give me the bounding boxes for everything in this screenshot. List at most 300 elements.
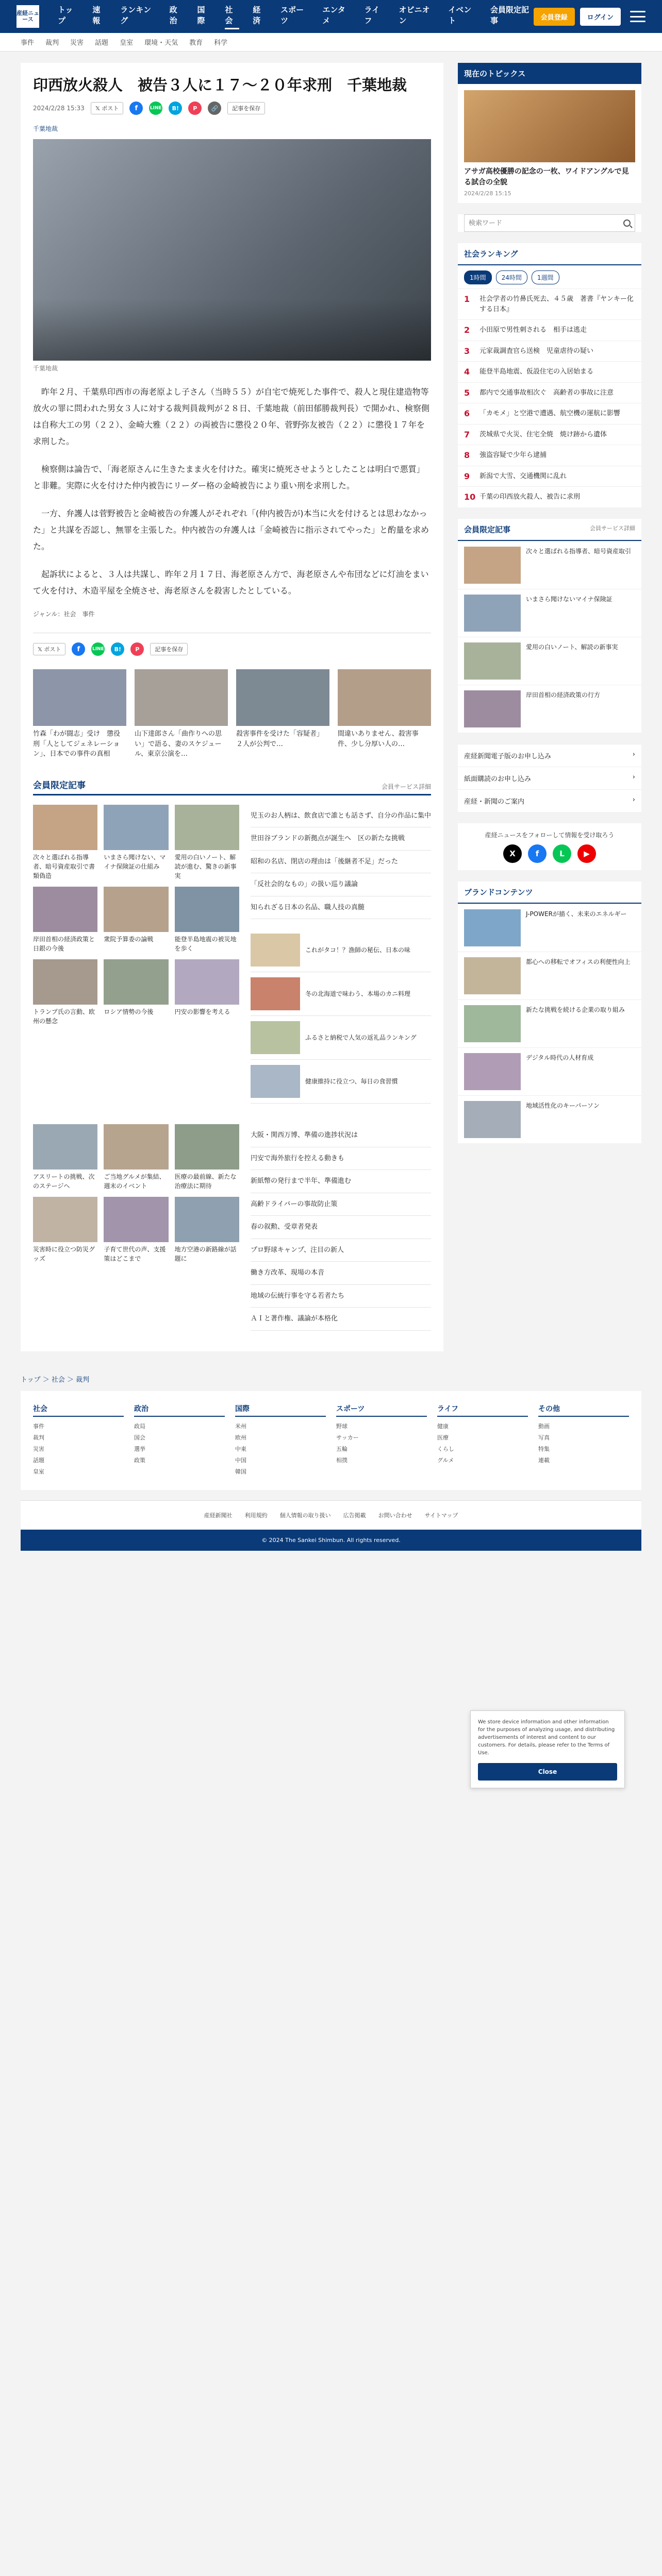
thumbnail xyxy=(175,1197,239,1242)
card-title: 次々と選ばれる指導者、暗号資産取引で書類偽造 xyxy=(33,853,95,879)
thumbnail xyxy=(251,1065,300,1098)
subnav-item[interactable]: 科学 xyxy=(214,39,228,47)
footer-link[interactable]: 写真 xyxy=(538,1434,550,1441)
photo-caption: 千葉地裁 xyxy=(33,365,58,372)
follow-panel xyxy=(458,823,641,870)
thumbnail xyxy=(251,977,300,1010)
section-heading: 会員限定記事 xyxy=(33,780,86,791)
pocket-icon[interactable]: P xyxy=(188,101,202,115)
footer-link[interactable]: 中東 xyxy=(235,1445,246,1452)
ranking-box xyxy=(458,243,641,507)
ranking-item[interactable] xyxy=(458,445,641,466)
list-item[interactable]: 世田谷ブランドの新拠点が誕生へ 区の新たな挑戦 xyxy=(251,827,431,851)
member-card[interactable] xyxy=(104,959,168,1026)
subnav-item[interactable]: 事件 xyxy=(21,39,35,47)
more-card[interactable] xyxy=(33,1197,97,1263)
paragraph: 昨年２月、千葉県印西市の海老原よし子さん（当時５５）が自宅で焼死した事件で、殺人と現住建造物等放火の罪に問われた男女３人に対する裁判員裁判が２８日、千葉地裁（前田郁勝裁判長）で開かれ、検察側は自称大工の男（２２）、金崎大雅（２２）の両被告に懲役２０年、菅野弥友被告（２２）に懲役１７年を求刑した。 xyxy=(33,387,429,447)
nav-ranking[interactable]: ランキング xyxy=(120,5,152,25)
tab-1w[interactable]: 1週間 xyxy=(532,270,559,284)
line-icon[interactable]: LINE xyxy=(149,101,162,115)
footer-column xyxy=(134,1403,225,1478)
card-title: 愛用の白いノート、解読が進む、驚きの新事実 xyxy=(174,853,237,879)
footer-link[interactable]: くらし xyxy=(437,1445,454,1452)
main-column xyxy=(21,63,443,1351)
thumbnail xyxy=(251,1021,300,1054)
card-title: 間違いありません、殺害事件、少し分厚い人の… xyxy=(338,730,419,748)
save-article-button[interactable]: 記事を保存 xyxy=(227,102,265,114)
card-title: アスリートの挑戦、次のステージへ xyxy=(33,1173,95,1190)
nav-entertainment[interactable]: エンタメ xyxy=(322,5,345,25)
footer-bottom-link[interactable]: 利用規約 xyxy=(244,1512,268,1519)
thumbnail xyxy=(175,887,239,932)
copy-link-icon[interactable]: 🔗 xyxy=(208,101,221,115)
rank-number: 6 xyxy=(464,409,470,418)
facebook-icon[interactable]: f xyxy=(72,642,85,656)
hamburger-menu-icon[interactable] xyxy=(630,11,646,22)
page-wrap xyxy=(0,52,662,1351)
card-title: 地域活性化のキーパーソン xyxy=(526,1101,600,1109)
chevron-right-icon: › xyxy=(632,750,635,758)
card-title: 岸田首相の経済政策の行方 xyxy=(526,691,601,699)
rank-title: 社会学者の竹鼻氏死去、４５歳 著書『ヤンキー化する日本』 xyxy=(479,295,634,313)
footer-link[interactable]: 災害 xyxy=(33,1445,44,1452)
thumbnail xyxy=(33,669,126,726)
link-list xyxy=(458,744,641,812)
related-card[interactable] xyxy=(338,669,431,759)
rank-title: 千葉の印西放火殺人、被告に求刑 xyxy=(479,493,581,501)
footer-link[interactable]: 米州 xyxy=(235,1422,246,1430)
special-card[interactable] xyxy=(458,84,641,203)
footer-bottom-links xyxy=(21,1511,641,1519)
footer-column-title[interactable]: 国際 xyxy=(235,1403,326,1417)
link-item[interactable] xyxy=(458,789,641,812)
footer-column-title[interactable]: 政治 xyxy=(134,1403,225,1417)
list-item[interactable]: ＡＩと著作権、議論が本格化 xyxy=(251,1308,431,1331)
footer-link[interactable]: 選挙 xyxy=(134,1445,145,1452)
thumbnail xyxy=(236,669,329,726)
side-member-box xyxy=(458,519,641,733)
card-title: ご当地グルメが集結、週末のイベント xyxy=(104,1173,166,1190)
footer-bottom-link[interactable]: 産経新聞社 xyxy=(204,1512,233,1519)
card-title: トランプ氏の言動、欧州の懸念 xyxy=(33,1008,95,1025)
list-item[interactable]: 地域の伝統行事を守る若者たち xyxy=(251,1285,431,1308)
related-articles xyxy=(33,669,431,759)
card-title: 衆院予算委の論戦 xyxy=(104,935,154,943)
footer-column-title[interactable]: その他 xyxy=(538,1403,629,1417)
chevron-right-icon: › xyxy=(632,795,635,804)
article-body xyxy=(33,384,431,599)
list-item[interactable]: 児玉のお人柄は、飲食店で誰とも話さず、自分の作品に集中 xyxy=(251,805,431,828)
heading-text: 会員限定記事 xyxy=(464,524,511,534)
card-title: 子育て世代の声、支援策はどこまで xyxy=(104,1246,166,1263)
footer-column xyxy=(336,1403,427,1478)
footer-link[interactable]: 医療 xyxy=(437,1434,449,1441)
more-card[interactable] xyxy=(175,1197,239,1263)
thumbnail xyxy=(104,805,168,850)
brand-heading: ブランドコンテンツ xyxy=(458,882,641,904)
thumbnail xyxy=(104,1124,168,1170)
member-card[interactable] xyxy=(175,887,239,953)
subnav-item[interactable]: 災害 xyxy=(70,39,84,47)
line-icon[interactable]: L xyxy=(553,844,571,863)
pr-block xyxy=(251,928,431,1104)
card-title: 能登半島地震の被災地を歩く xyxy=(174,935,237,952)
footer-link[interactable]: 動画 xyxy=(538,1422,550,1430)
ranking-item[interactable] xyxy=(458,486,641,507)
ranking-item[interactable] xyxy=(458,424,641,445)
list-item[interactable]: 昭和の名店、閉店の理由は「後継者不足」だった xyxy=(251,851,431,874)
footer-links xyxy=(21,1391,641,1490)
nav-sports[interactable]: スポーツ xyxy=(280,5,304,25)
sidebar xyxy=(458,63,641,1351)
ranking-list xyxy=(458,289,641,507)
member-register-button[interactable]: 会員登録 xyxy=(534,8,575,26)
link-text: 産経・新聞のご案内 xyxy=(464,798,525,806)
side-member-heading xyxy=(458,519,641,541)
ranking-heading: 社会ランキング xyxy=(458,243,641,265)
pr-item[interactable] xyxy=(251,1016,431,1060)
footer-column xyxy=(235,1403,326,1478)
pr-title: ふるさと納税で人気の返礼品ランキング xyxy=(305,1034,417,1042)
footer-bottom-link[interactable]: 広告掲載 xyxy=(343,1512,366,1519)
brand-box xyxy=(458,882,641,1143)
subnav-item[interactable]: 裁判 xyxy=(45,39,59,47)
related-card[interactable] xyxy=(135,669,228,759)
card-title: 医療の最前線、新たな治療法に期待 xyxy=(174,1173,237,1190)
member-list-col xyxy=(251,805,431,1104)
card-title: 山下達郎さん「曲作りへの思い」で語る、妻のスケジュール、東京公演を… xyxy=(135,730,222,758)
brand-card[interactable] xyxy=(458,999,641,1047)
side-member-card[interactable] xyxy=(458,589,641,637)
rank-title: 新潟で大雪、交通機関に乱れ xyxy=(479,472,567,480)
footer-link[interactable]: 国会 xyxy=(134,1434,145,1441)
card-title: 岸田首相の経済政策と日銀の今後 xyxy=(33,935,95,952)
special-date: 2024/2/28 15:15 xyxy=(464,190,511,197)
ranking-item[interactable] xyxy=(458,403,641,424)
paragraph: 検察側は論告で、「海老原さんに生きたまま火を付けた。確実に焼死させようとしたことは明白で悪質」と非難。実際に火を付けた仲内被告にリーダー格の金崎被告により重い刑を求刑した。 xyxy=(33,464,425,491)
thumbnail xyxy=(104,959,168,1005)
thumbnail xyxy=(464,595,521,632)
search-box xyxy=(458,214,641,232)
more-grid xyxy=(33,1124,239,1263)
special-heading: 現在のトピックス xyxy=(458,63,641,84)
rank-title: 茨城県で火災、住宅全焼 焼け跡から遺体 xyxy=(479,430,607,438)
card-title: 新たな挑戦を続ける企業の取り組み xyxy=(526,1006,625,1013)
pr-item[interactable] xyxy=(251,1060,431,1104)
paragraph: 一方、弁護人は菅野被告と金崎被告の弁護人がそれぞれ「(仲内被告が)本当に火を付けるとは思わなかった」と共謀を否認し、無罪を主張した。仲内被告の弁護人は「金崎被告に指示されてやった」と酌量を求めた。 xyxy=(33,509,429,552)
member-grid-col xyxy=(33,805,239,1104)
member-card[interactable] xyxy=(104,805,168,880)
subnav-item[interactable]: 皇室 xyxy=(120,39,134,47)
footer-bottom-link[interactable]: 個人情報の取り扱い xyxy=(279,1512,331,1519)
card-title: 愛用の白いノート、解読の新事実 xyxy=(526,643,618,651)
subnav-item[interactable]: 環境・天気 xyxy=(144,39,178,47)
card-title: いまさら聞けないマイナ保険証 xyxy=(526,595,613,603)
copyright: © 2024 The Sankei Shimbun. All rights reserved. xyxy=(21,1530,641,1551)
link-text: 産経新聞電子版のお申し込み xyxy=(464,752,552,760)
subnav-item[interactable]: 教育 xyxy=(189,39,203,47)
rank-title: 都内で交通事故相次ぐ 高齢者の事故に注意 xyxy=(479,388,614,397)
member-card[interactable] xyxy=(175,959,239,1026)
footer-breadcrumb[interactable]: トップ ＞ 社会 ＞ 裁判 xyxy=(21,1376,90,1384)
article-meta xyxy=(33,101,431,115)
thumbnail xyxy=(33,887,97,932)
rank-number: 5 xyxy=(464,387,470,398)
facebook-icon[interactable]: f xyxy=(129,101,143,115)
ranking-item[interactable] xyxy=(458,382,641,403)
nav-society[interactable]: 社会 xyxy=(225,4,239,29)
cookie-close-button[interactable]: Close xyxy=(478,1763,617,1781)
link-text: 紙面購読のお申し込み xyxy=(464,775,532,783)
article-title: 印西放火殺人 被告３人に１７～２０年求刑 千葉地裁 xyxy=(33,76,407,94)
thumbnail xyxy=(104,887,168,932)
side-member-card[interactable] xyxy=(458,685,641,733)
subnav-item[interactable]: 話題 xyxy=(95,39,109,47)
thumbnail xyxy=(175,805,239,850)
rank-number: 1 xyxy=(464,294,470,304)
footer-link[interactable]: 野球 xyxy=(336,1422,347,1430)
list-item[interactable]: 「反社会的なもの」の扱い巡り議論 xyxy=(251,873,431,896)
rank-title: 強盗容疑で少年ら逮捕 xyxy=(479,451,547,459)
card-title: いまさら聞けない、マイナ保険証の仕組み xyxy=(104,853,166,870)
brand-card[interactable] xyxy=(458,1095,641,1143)
ranking-item[interactable] xyxy=(458,466,641,487)
pr-item[interactable] xyxy=(251,972,431,1016)
footer-bottom xyxy=(21,1500,641,1551)
list-item[interactable]: プロ野球キャンプ、注目の新人 xyxy=(251,1239,431,1262)
search-bar xyxy=(464,214,635,232)
nav-life[interactable]: ライフ xyxy=(364,5,380,25)
card-title: ロシア情勢の今後 xyxy=(104,1008,154,1015)
more-section xyxy=(33,1124,431,1331)
footer-column-title[interactable]: スポーツ xyxy=(336,1403,427,1417)
list-item[interactable]: 大阪・関西万博、準備の進捗状況は xyxy=(251,1124,431,1147)
nav-top[interactable]: トップ xyxy=(58,5,73,25)
post-button-bottom[interactable]: 𝕏 ポスト xyxy=(33,643,65,655)
follow-text: 産経ニュースをフォローして情報を受け取ろう xyxy=(485,831,615,839)
pr-item[interactable] xyxy=(251,928,431,972)
member-section-title xyxy=(33,778,431,795)
search-icon[interactable] xyxy=(623,219,631,227)
thumbnail xyxy=(33,1197,97,1242)
cookie-text: We store device information and other information for the purposes of analyzing usage, and distributing advertisements of interest and content to our customers. For details, please refer to the Terms of Use. xyxy=(478,1719,615,1756)
brand-card[interactable] xyxy=(458,1047,641,1095)
link-item[interactable] xyxy=(458,767,641,789)
ranking-item[interactable] xyxy=(458,341,641,362)
article-genre: ジャンル：社会 事件 xyxy=(33,611,95,618)
list-item[interactable]: 円安で海外旅行を控える動きも xyxy=(251,1147,431,1171)
card-title: 円安の影響を考える xyxy=(174,1008,230,1015)
sub-nav xyxy=(0,33,662,52)
hatena-bookmark-icon[interactable]: B! xyxy=(169,101,182,115)
pr-title: 健康維持に役立つ、毎日の食習慣 xyxy=(305,1078,398,1086)
thumbnail xyxy=(33,1124,97,1170)
side-member-card[interactable] xyxy=(458,637,641,685)
article-date: 2024/2/28 15:33 xyxy=(33,105,85,112)
rank-number: 10 xyxy=(464,492,476,502)
card-title: J-POWERが描く、未来のエネルギー xyxy=(526,910,627,918)
login-button[interactable]: ログイン xyxy=(580,8,621,26)
more-list xyxy=(251,1124,431,1331)
footer-bottom-link[interactable]: サイトマップ xyxy=(424,1512,458,1519)
post-label: ポスト xyxy=(44,646,61,653)
nav-opinion[interactable]: オピニオン xyxy=(399,5,430,25)
facebook-icon[interactable]: f xyxy=(528,844,547,863)
nav-event[interactable]: イベント xyxy=(448,5,472,25)
paragraph: 起訴状によると、３人は共謀し、昨年２月１７日、海老原さん方で、海老原さんや布団などに灯油をまいて火を付け、木造平屋を全焼させ、海老原さんを殺害したとしている。 xyxy=(33,569,429,596)
special-title: アサガ高校優勝の記念の一枚、ワイドアングルで見る試合の全貌 xyxy=(464,167,629,187)
footer-column xyxy=(538,1403,629,1478)
nav-politics[interactable]: 政治 xyxy=(169,5,177,25)
member-list xyxy=(251,805,431,920)
post-label: ポスト xyxy=(102,105,119,112)
pr-title: 冬の北海道で味わう、本場のカニ料理 xyxy=(305,990,411,998)
chevron-right-icon: › xyxy=(632,773,635,781)
rank-number: 3 xyxy=(464,346,470,356)
subscribe-links xyxy=(458,744,641,812)
more-link[interactable]: 会員サービス詳細 xyxy=(381,783,431,790)
nav-world[interactable]: 国際 xyxy=(197,5,205,25)
side-member-card[interactable] xyxy=(458,541,641,589)
more-grid-col xyxy=(33,1124,239,1331)
ranking-tabs xyxy=(458,265,641,289)
thumbnail xyxy=(464,957,521,994)
header-actions xyxy=(534,8,646,26)
hatena-bookmark-icon[interactable]: B! xyxy=(111,642,124,656)
footer-link[interactable]: 健康 xyxy=(437,1422,449,1430)
special-box xyxy=(458,63,641,203)
card-title: 都心への移転でオフィスの利便性向上 xyxy=(526,958,631,965)
footer-link[interactable]: 裁判 xyxy=(33,1434,44,1441)
ranking-item[interactable] xyxy=(458,289,641,319)
thumbnail xyxy=(135,669,228,726)
more-list-col xyxy=(251,1124,431,1331)
footer-link[interactable]: 欧州 xyxy=(235,1434,246,1441)
related-card[interactable] xyxy=(33,669,126,759)
thumbnail xyxy=(175,959,239,1005)
member-card[interactable] xyxy=(33,805,97,880)
member-card[interactable] xyxy=(33,887,97,953)
more-card[interactable] xyxy=(104,1197,168,1263)
more-card[interactable] xyxy=(33,1124,97,1191)
footer-link[interactable]: 皇室 xyxy=(33,1468,44,1475)
footer-column-title[interactable]: ライフ xyxy=(437,1403,528,1417)
post-button[interactable]: 𝕏 ポスト xyxy=(91,102,123,114)
footer-link[interactable]: 相撲 xyxy=(336,1456,347,1464)
link-item[interactable] xyxy=(458,744,641,767)
site-header xyxy=(0,0,662,33)
rank-number: 8 xyxy=(464,450,470,460)
list-item[interactable]: 高齢ドライバーの事故防止策 xyxy=(251,1193,431,1216)
card-title: デジタル時代の人材育成 xyxy=(526,1054,594,1061)
ranking-item[interactable] xyxy=(458,319,641,341)
article-tag[interactable]: 千葉地裁 xyxy=(33,125,58,133)
thumbnail xyxy=(464,909,521,946)
nav-member-articles[interactable]: 会員限定記事 xyxy=(490,5,529,25)
thumbnail xyxy=(33,805,97,850)
card-title: 竹森「わが闘志」受け 懲役刑「人としてジェネレーション」、日本での事件の真相 xyxy=(33,730,121,758)
rank-number: 2 xyxy=(464,325,470,335)
list-item[interactable]: 知られざる日本の名品、職人技の真髄 xyxy=(251,896,431,920)
footer-link[interactable]: 事件 xyxy=(33,1422,44,1430)
nav-breaking[interactable]: 速報 xyxy=(92,5,101,25)
tab-24h[interactable]: 24時間 xyxy=(496,270,527,284)
follow-box xyxy=(458,823,641,870)
list-item[interactable]: 働き方改革、現場の本音 xyxy=(251,1262,431,1285)
thumbnail xyxy=(464,1005,521,1042)
member-card[interactable] xyxy=(104,887,168,953)
more-card[interactable] xyxy=(175,1124,239,1191)
footer-link[interactable]: 政局 xyxy=(134,1422,145,1430)
brand-card[interactable] xyxy=(458,904,641,952)
thumbnail xyxy=(338,669,431,726)
thumbnail xyxy=(104,1197,168,1242)
rank-title: 元家裁調査官ら送検 児童虐待の疑い xyxy=(479,347,594,355)
line-icon[interactable]: LINE xyxy=(91,642,105,656)
card-title: 地方空港の新路線が話題に xyxy=(174,1246,237,1263)
footer-link[interactable]: 政策 xyxy=(134,1456,145,1464)
footer-column xyxy=(437,1403,528,1478)
list-item[interactable]: 新紙幣の発行まで半年、準備進む xyxy=(251,1170,431,1193)
related-card[interactable] xyxy=(236,669,329,759)
member-section xyxy=(33,805,431,1104)
thumbnail xyxy=(464,642,521,680)
footer-link[interactable]: サッカー xyxy=(336,1434,359,1441)
rank-title: 能登半島地震、仮設住宅の入居始まる xyxy=(479,368,594,376)
footer-link[interactable]: 連載 xyxy=(538,1456,550,1464)
footer-column-title[interactable]: 社会 xyxy=(33,1403,124,1417)
hero-photo xyxy=(33,139,431,361)
pocket-icon[interactable]: P xyxy=(130,642,144,656)
search-input[interactable] xyxy=(469,219,619,227)
rank-number: 9 xyxy=(464,471,470,481)
brand-card[interactable] xyxy=(458,952,641,999)
special-thumbnail xyxy=(464,90,635,162)
list-item[interactable]: 春の叙勲、受章者発表 xyxy=(251,1216,431,1239)
footer-link[interactable]: 話題 xyxy=(33,1456,44,1464)
footer-link[interactable]: 特集 xyxy=(538,1445,550,1452)
thumbnail xyxy=(464,1101,521,1138)
youtube-icon[interactable]: ▶ xyxy=(577,844,596,863)
footer-link[interactable]: 韓国 xyxy=(235,1468,246,1475)
x-icon[interactable]: X xyxy=(503,844,522,863)
ranking-item[interactable] xyxy=(458,361,641,382)
save-article-button-bottom[interactable]: 記事を保存 xyxy=(150,643,188,655)
card-title: 災害時に役立つ防災グッズ xyxy=(33,1246,95,1263)
thumbnail xyxy=(464,1053,521,1090)
member-card[interactable] xyxy=(175,805,239,880)
rank-number: 7 xyxy=(464,429,470,439)
more-card[interactable] xyxy=(104,1124,168,1191)
nav-economy[interactable]: 経済 xyxy=(253,5,261,25)
thumbnail xyxy=(464,690,521,727)
site-logo[interactable]: 産経ニュース xyxy=(16,5,39,28)
tab-1h[interactable]: 1時間 xyxy=(464,270,492,284)
footer-bottom-link[interactable]: お問い合わせ xyxy=(378,1512,412,1519)
card-title: 殺害事件を受けた「容疑者」２人が公判で… xyxy=(236,730,324,748)
more-link[interactable]: 会員サービス詳細 xyxy=(590,524,635,532)
follow-icons xyxy=(464,844,635,863)
footer-link[interactable]: グルメ xyxy=(437,1456,454,1464)
footer-link[interactable]: 五輪 xyxy=(336,1445,347,1452)
thumbnail xyxy=(464,547,521,584)
footer-link[interactable]: 中国 xyxy=(235,1456,246,1464)
thumbnail xyxy=(175,1124,239,1170)
member-card[interactable] xyxy=(33,959,97,1026)
thumbnail xyxy=(33,959,97,1005)
rank-title: 「カモメ」と空港で遭遇、航空機の運航に影響 xyxy=(479,410,621,417)
member-grid xyxy=(33,805,239,1026)
